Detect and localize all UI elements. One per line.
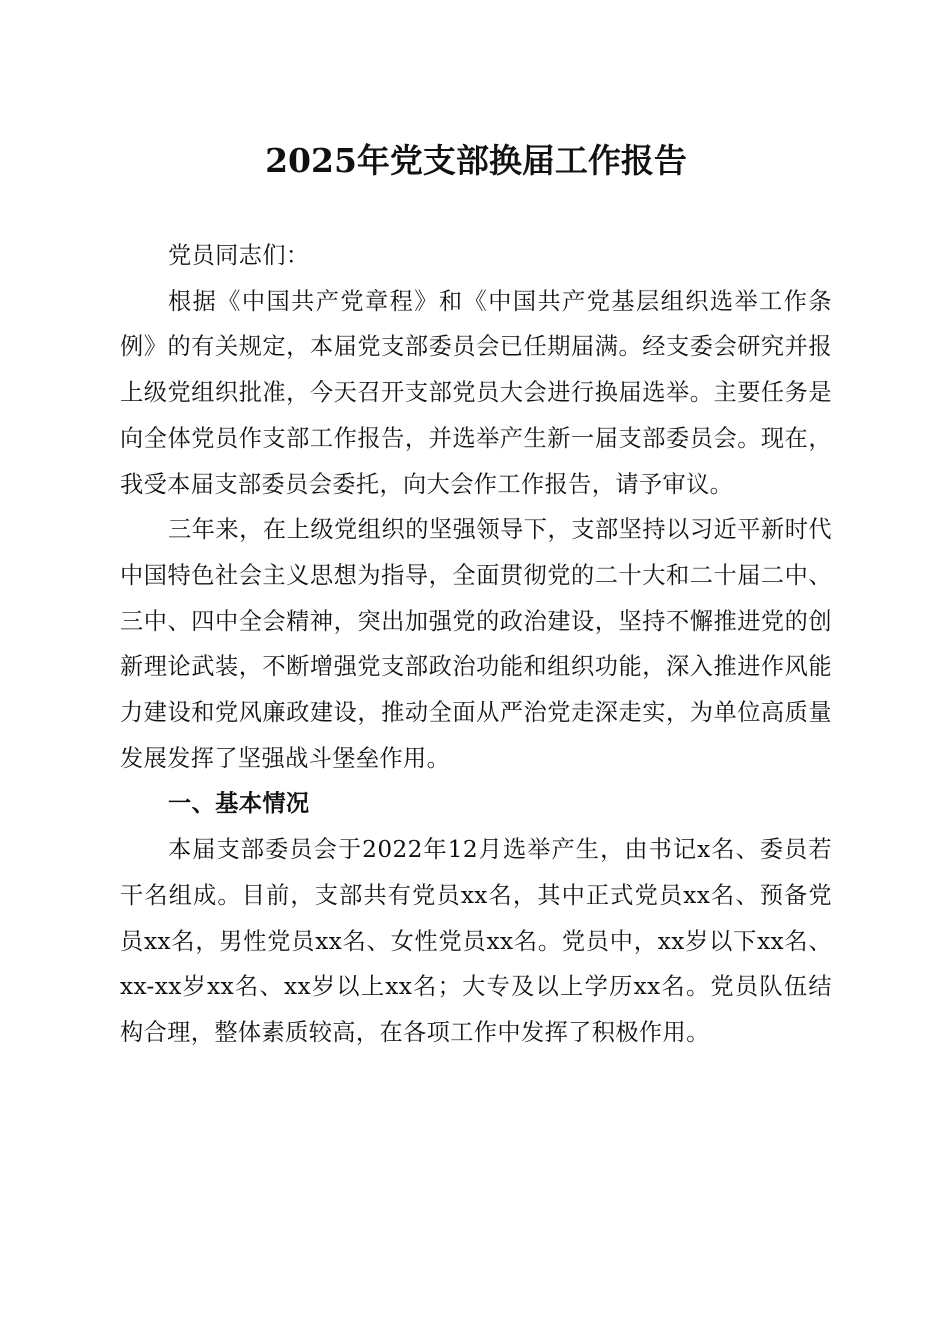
paragraph-summary: 三年来，在上级党组织的坚强领导下，支部坚持以习近平新时代中国特色社会主义思想为指导，全面贯彻党的二十大和二十届二中、三中、四中全会精神，突出加强党的政治建设，坚持不懈推进党的创新理论武装，不断增强党支部政治功能和组织功能，深入推进作风能力建设和党风廉政建设，推动全面从严治党走深走实，为单位高质量发展发挥了坚强战斗堡垒作用。: [120, 516, 832, 772]
document-body: [120, 233, 832, 1056]
salutation: 党员同志们：: [168, 242, 310, 269]
paragraph-basic-situation: 本届支部委员会于2022年12月选举产生，由书记x名、委员若干名组成。目前，支部共有党员xx名，其中正式党员xx名、预备党员xx名，男性党员xx名、女性党员xx名。党员中，xx岁以下xx名、xx-xx岁xx名、xx岁以上xx名；大专及以上学历xx名。党员队伍结构合理，整体素质较高，在各项工作中发挥了积极作用。: [120, 836, 832, 1046]
document-title: 2025年党支部换届工作报告: [265, 141, 687, 180]
section-heading-basic-situation: 一、基本情况: [168, 790, 310, 818]
paragraph-intro: 根据《中国共产党章程》和《中国共产党基层组织选举工作条例》的有关规定，本届党支部委员会已任期届满。经支委会研究并报上级党组织批准，今天召开支部党员大会进行换届选举。主要任务是向全体党员作支部工作报告，并选举产生新一届支部委员会。现在，我受本届支部委员会委托，向大会作工作报告，请予审议。: [120, 287, 832, 498]
